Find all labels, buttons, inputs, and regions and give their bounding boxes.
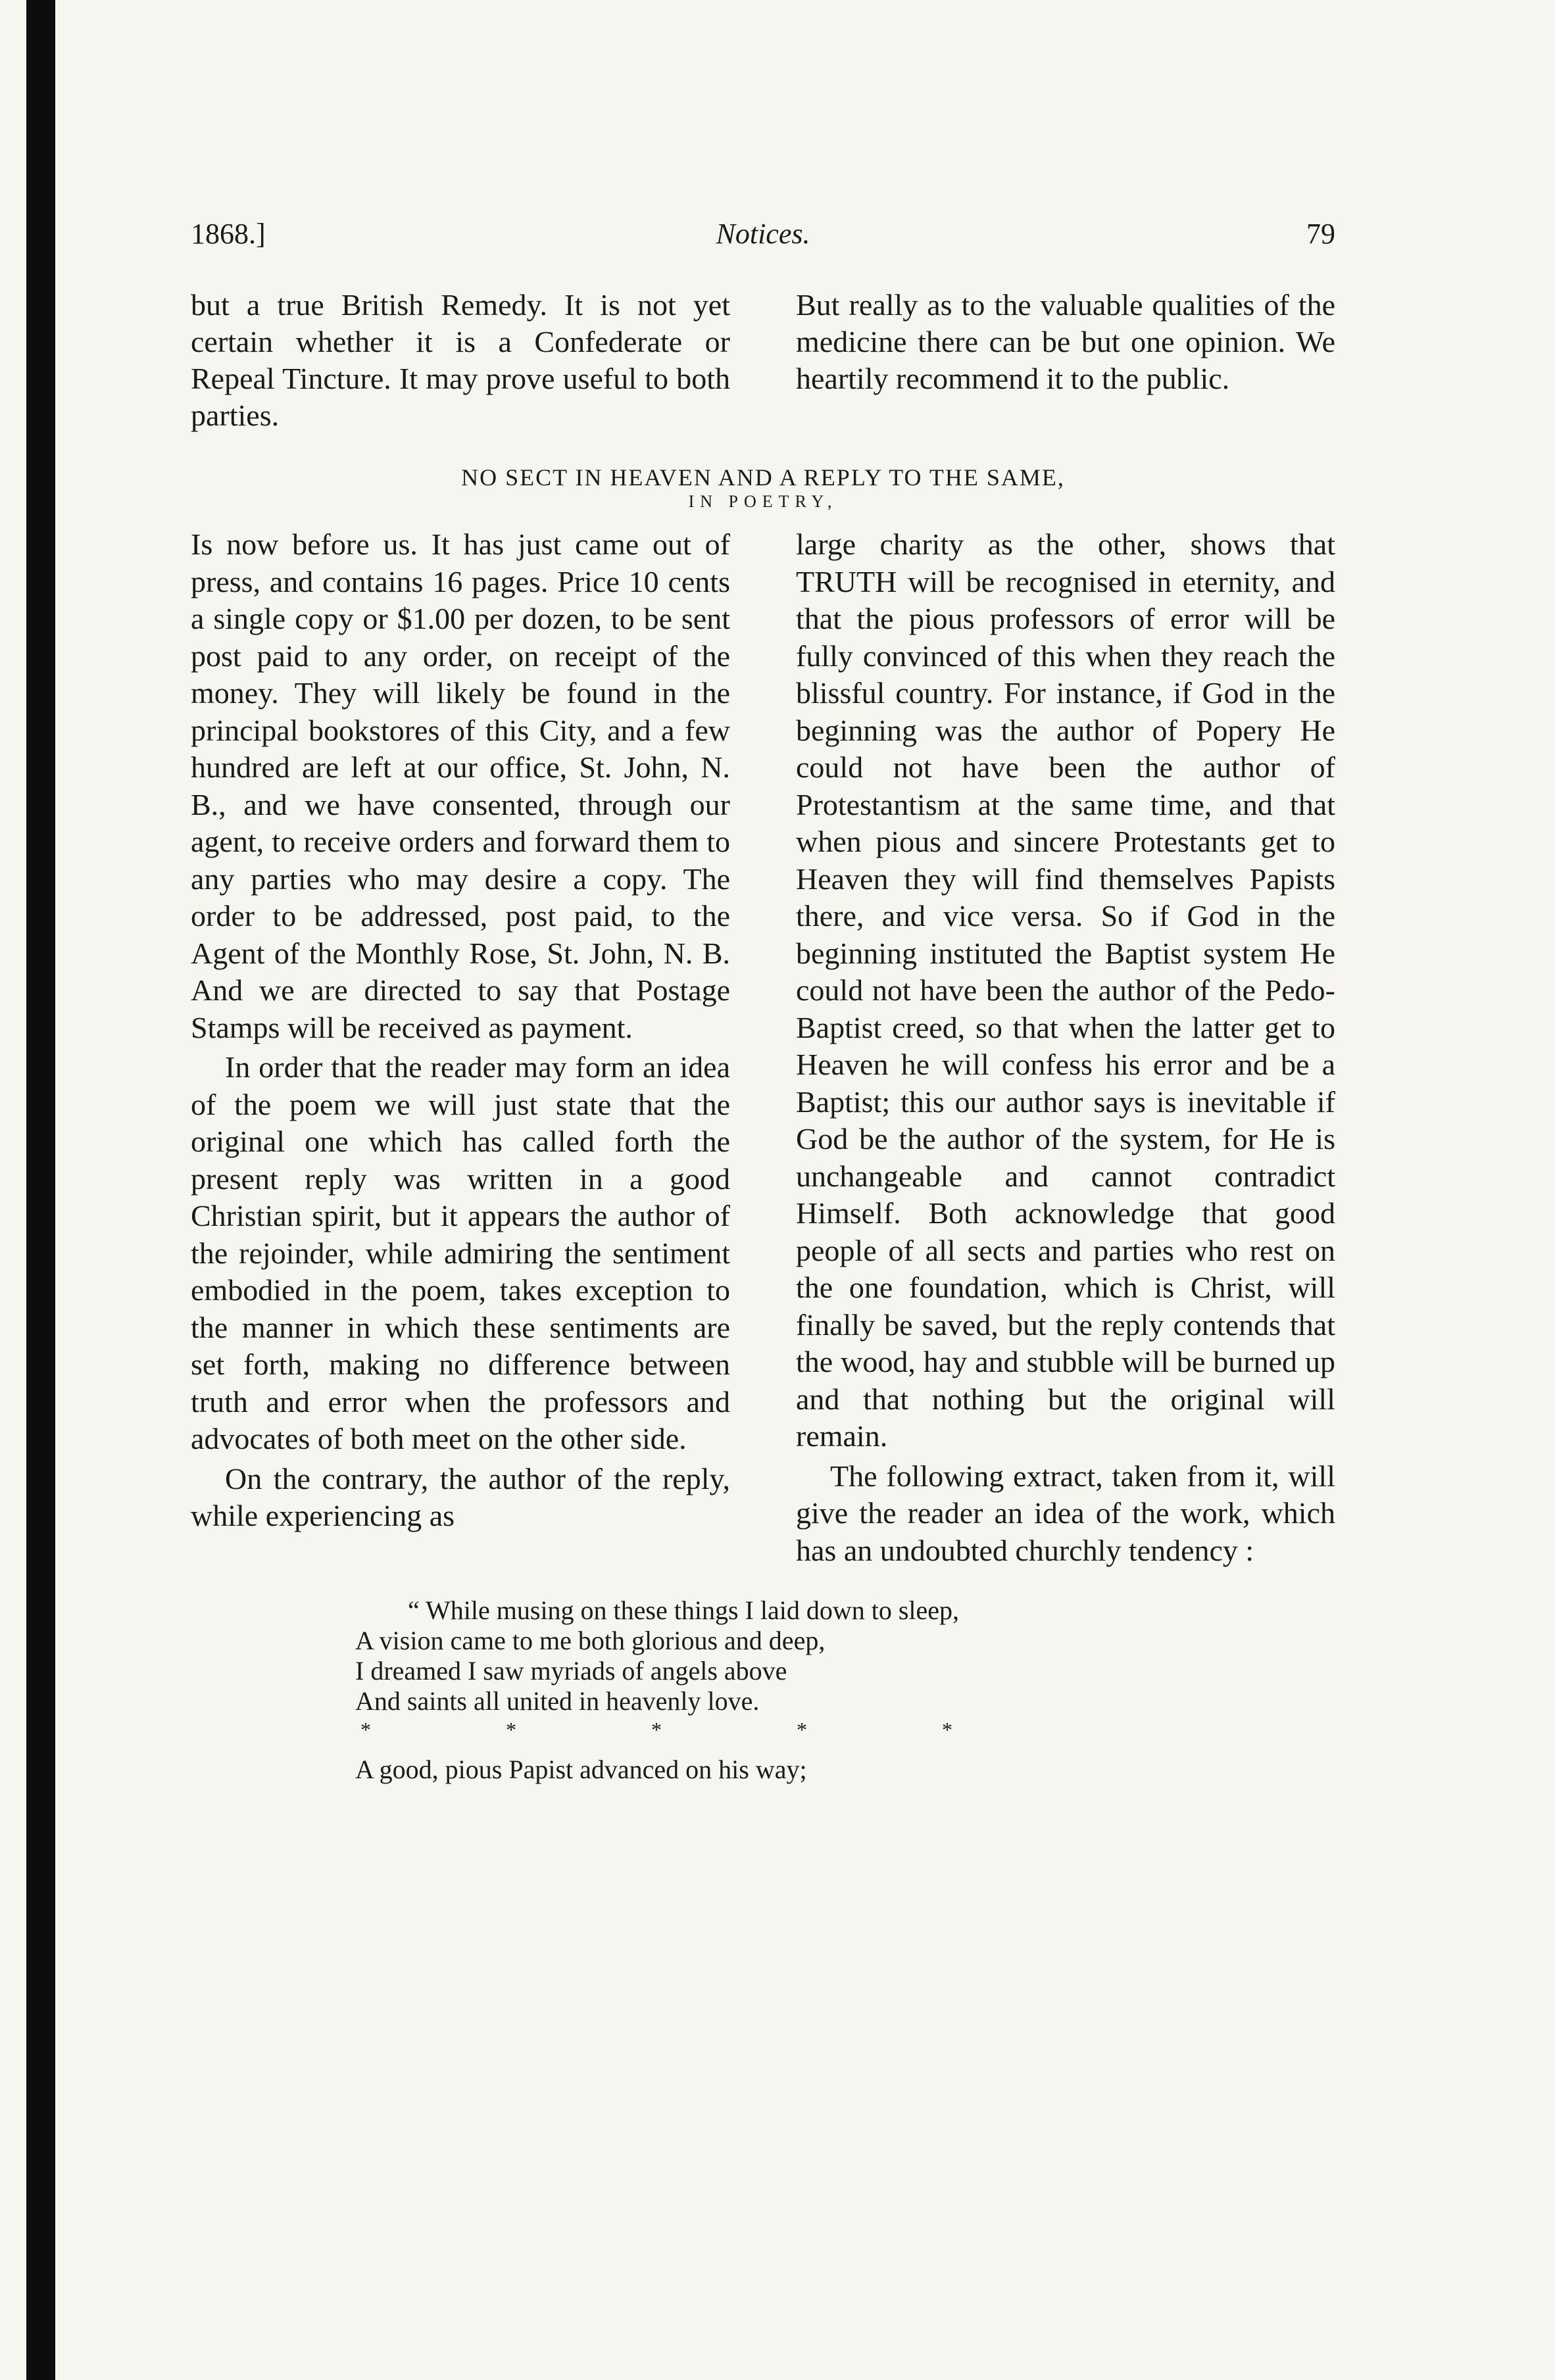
header-year: 1868.] bbox=[191, 218, 266, 250]
intro-right-text: But really as to the valuable qualities of the medicine there can be but one opinion. We heartily recommend it to the public. bbox=[796, 288, 1335, 395]
intro-left-text: but a true British Remedy. It is not yet certain whether it is a Confederate or Repeal Tincture. It may prove useful to both parties. bbox=[191, 288, 730, 432]
running-header bbox=[191, 217, 1335, 263]
star: * bbox=[797, 1718, 807, 1741]
header-section-title: Notices. bbox=[716, 218, 810, 250]
poem-line: I dreamed I saw myriads of angels above bbox=[355, 1656, 787, 1686]
ellipsis-stars bbox=[355, 1716, 958, 1743]
poem-line: “ While musing on these things I laid down to sleep, bbox=[408, 1595, 960, 1625]
page-number: 79 bbox=[1306, 218, 1335, 250]
poem-line: And saints all united in heavenly love. bbox=[355, 1686, 760, 1716]
paragraph: On the contrary, the author of the reply, while experiencing as bbox=[191, 1461, 730, 1532]
poem-line: A vision came to me both glorious and deep, bbox=[355, 1626, 826, 1655]
star: * bbox=[506, 1718, 516, 1741]
article-columns bbox=[191, 526, 1335, 1569]
article-subtitle: IN POETRY, bbox=[688, 492, 838, 511]
intro-left-column bbox=[191, 287, 730, 434]
book-spine-shadow bbox=[26, 0, 55, 2380]
article-title: NO SECT IN HEAVEN AND A REPLY TO THE SAME, bbox=[461, 464, 1065, 491]
article-right-column bbox=[796, 526, 1335, 1569]
paragraph: In order that the reader may form an idea of the poem we will just state that the original one which has called forth the present reply was written in a good Christian spirit, but it appears the author of the rejoinder, while admiring the sentiment embodied in the poem, takes exception to the manner in which these sentiments are set forth, making no difference between truth and error when the professors and advocates of both meet on the other side. bbox=[191, 1050, 730, 1455]
page bbox=[191, 217, 1335, 1785]
poem-extract bbox=[355, 1595, 1335, 1785]
article-left-column bbox=[191, 526, 730, 1569]
intro-columns bbox=[191, 287, 1335, 434]
intro-right-column bbox=[796, 287, 1335, 434]
star: * bbox=[942, 1718, 952, 1741]
paragraph: Is now before us. It has just came out of press, and contains 16 pages. Price 10 cents a single copy or $1.00 per dozen, to be sent post paid to any order, on receipt of the money. They will likely be found in the principal bookstores of this City, and a few hundred are left at our office, St. John, N. B., and we have consented, through our agent, to receive orders and forward them to any parties who may desire a copy. The order to be addressed, post paid, to the Agent of the Monthly Rose, St. John, N. B. And we are directed to say that Postage Stamps will be received as payment. bbox=[191, 527, 730, 1044]
paragraph: The following extract, taken from it, will give the reader an idea of the work, which has an undoubted churchly tendency : bbox=[796, 1459, 1335, 1567]
poem-line: A good, pious Papist advanced on his way; bbox=[355, 1755, 807, 1784]
paragraph: large charity as the other, shows that TRUTH will be recognised in eternity, and that the pious professors of error will be fully convinced of this when they reach the blissful country. For instance, if God in the beginning was the author of Popery He could not have been the author of Protestantism at the same time, and that when pious and sincere Protestants get to Heaven they will find themselves Papists there, and vice versa. So if God in the beginning instituted the Baptist system He could not have been the author of the Pedo-Baptist creed, so that when the latter get to Heaven he will confess his error and be a Baptist; this our author says is inevitable if God be the author of the system, for He is unchangeable and cannot contradict Himself. Both acknowledge that good people of all sects and parties who rest on the one foundation, which is Christ, will finally be saved, but the reply contends that the wood, hay and stubble will be burned up and that nothing but the original will remain. bbox=[796, 527, 1335, 1453]
star: * bbox=[651, 1718, 662, 1741]
star: * bbox=[360, 1718, 371, 1741]
